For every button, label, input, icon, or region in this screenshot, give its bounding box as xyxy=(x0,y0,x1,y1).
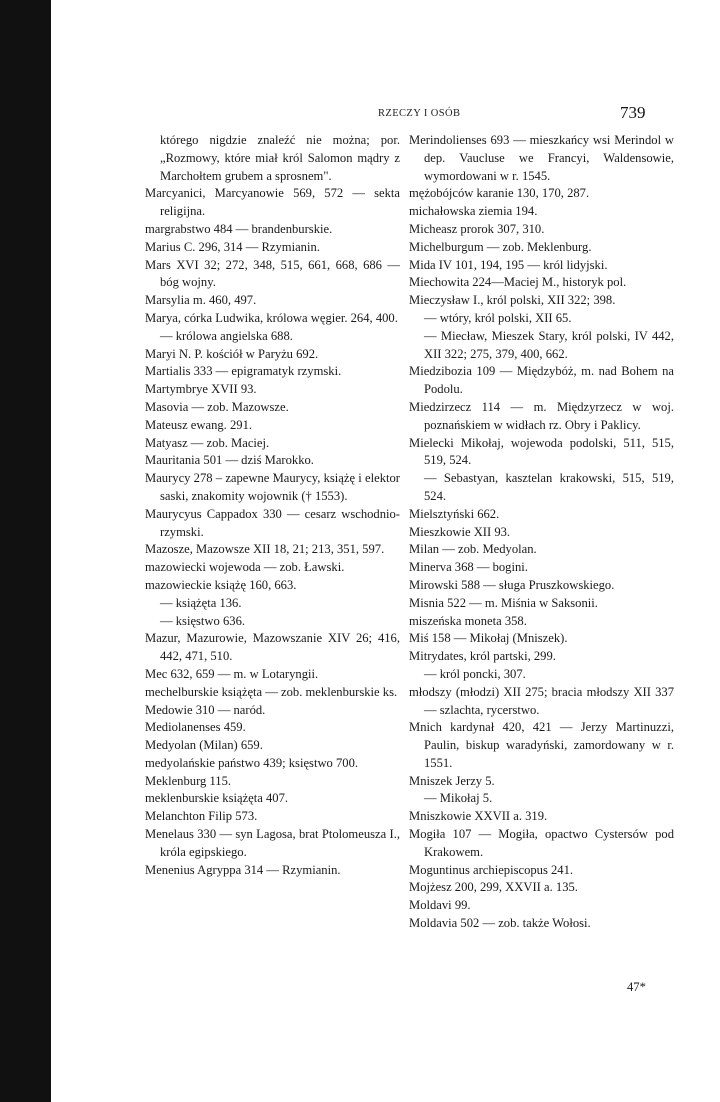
index-entry: — wtóry, król polski, XII 65. xyxy=(424,310,572,325)
index-entry: Medyolan (Milan) 659. xyxy=(145,738,263,753)
index-entry: którego nigdzie znaleźć nie można; por. „Rozmowy, które miał król Salomon mądry z Marchołtem grubem a sprosnem". xyxy=(160,133,400,183)
index-entry: Mauritania 501 — dziś Marokko. xyxy=(145,453,314,468)
index-column-right xyxy=(409,132,674,933)
index-entry: Mirowski 588 — sługa Pruszkowskiego. xyxy=(409,577,615,592)
index-entry: mazowiecki wojewoda — zob. Ławski. xyxy=(145,560,345,575)
index-entry: młodszy (młodzi) XII 275; bracia młodszy XII 337 — szlachta, rycerstwo. xyxy=(409,684,674,717)
index-entry: Moldavia 502 — zob. także Wołosi. xyxy=(409,916,591,931)
book-binding-edge xyxy=(0,0,51,1102)
index-entry: — królowa angielska 688. xyxy=(160,328,293,343)
index-entry: — Sebastyan, kasztelan krakowski, 515, 519, 524. xyxy=(424,471,674,503)
index-entry: Marya, córka Ludwika, królowa węgier. 264, 400. xyxy=(145,310,398,325)
index-column-left xyxy=(145,132,400,879)
index-entry: Michelburgum — zob. Meklenburg. xyxy=(409,239,592,254)
index-entry: Moguntinus archiepiscopus 241. xyxy=(409,862,574,877)
index-entry: Mediolanenses 459. xyxy=(145,720,246,735)
index-entry: Martymbrye XVII 93. xyxy=(145,382,257,397)
index-entry: Misnia 522 — m. Miśnia w Saksonii. xyxy=(409,595,598,610)
index-entry: michałowska ziemia 194. xyxy=(409,204,538,219)
index-entry: Minerva 368 — bogini. xyxy=(409,560,528,575)
index-entry: Mieczysław I., król polski, XII 322; 398. xyxy=(409,293,616,308)
index-entry: meklenburskie książęta 407. xyxy=(145,791,289,806)
index-entry: Menenius Agryppa 314 — Rzymianin. xyxy=(145,862,341,877)
index-entry: Miedzirzecz 114 — m. Międzyrzecz w woj. poznańskiem w widłach rz. Obry i Paklicy. xyxy=(409,399,674,432)
index-entry: Melanchton Filip 573. xyxy=(145,809,258,824)
signature-mark: 47* xyxy=(627,980,646,994)
index-entry: mechelburskie książęta — zob. meklenburskie ks. xyxy=(145,684,398,699)
index-entry: Menelaus 330 — syn Lagosa, brat Ptolomeusza I., króla egipskiego. xyxy=(145,827,400,859)
index-entry: medyolańskie państwo 439; księstwo 700. xyxy=(145,755,359,770)
index-entry: Mitrydates, król partski, 299. xyxy=(409,649,556,664)
index-entry: Mogiła 107 — Mogiła, opactwo Cystersów pod Krakowem. xyxy=(409,827,674,859)
index-entry: Miechowita 224—Maciej M., historyk pol. xyxy=(409,275,627,290)
index-entry: Mielsztyński 662. xyxy=(409,506,500,521)
index-entry: Maryi N. P. kościół w Paryżu 692. xyxy=(145,346,319,361)
index-entry: Miś 158 — Mikołaj (Mniszek). xyxy=(409,631,568,646)
index-entry: Maurycyus Cappadox 330 — cesarz wschodnio-rzymski. xyxy=(145,506,400,539)
index-entry: Mazur, Mazurowie, Mazowszanie XIV 26; 416, 442, 471, 510. xyxy=(145,631,400,664)
index-entry: Medowie 310 — naród. xyxy=(145,702,266,717)
index-entry: Miedzibozia 109 — Międzybóż, m. nad Bohem na Podolu. xyxy=(409,364,674,397)
index-entry: Mieszkowie XII 93. xyxy=(409,524,511,539)
index-entry: — księstwo 636. xyxy=(160,613,246,628)
index-entry: Micheasz prorok 307, 310. xyxy=(409,221,545,236)
index-entry: Mateusz ewang. 291. xyxy=(145,417,253,432)
index-entry: Mniszek Jerzy 5. xyxy=(409,773,495,788)
running-title: RZECZY I OSÓB xyxy=(378,108,461,119)
index-entry: — Miecław, Mieszek Stary, król polski, IV 442, XII 322; 275, 379, 400, 662. xyxy=(424,328,674,361)
index-entry: margrabstwo 484 — brandenburskie. xyxy=(145,221,333,236)
index-entry: Marsylia m. 460, 497. xyxy=(145,293,257,308)
index-entry: Mniszkowie XXVII a. 319. xyxy=(409,809,548,824)
index-entry: — książęta 136. xyxy=(160,595,242,610)
index-entry: Martialis 333 — epigramatyk rzymski. xyxy=(145,364,342,379)
index-entry: miszeńska moneta 358. xyxy=(409,613,527,628)
page-number: 739 xyxy=(620,103,646,122)
index-entry: mężobójców karanie 130, 170, 287. xyxy=(409,186,590,201)
index-entry: Masovia — zob. Mazowsze. xyxy=(145,399,289,414)
page-header xyxy=(0,103,720,126)
index-entry: Mida IV 101, 194, 195 — król lidyjski. xyxy=(409,257,608,272)
index-entry: Marcyanici, Marcyanowie 569, 572 — sekta religijna. xyxy=(145,186,400,219)
index-entry: Maurycy 278 – zapewne Maurycy, książę i elektor saski, znakomity wojownik († 1553). xyxy=(145,471,400,503)
index-entry: Matyasz — zob. Maciej. xyxy=(145,435,270,450)
index-entry: Mnich kardynał 420, 421 — Jerzy Martinuzzi, Paulin, biskup waradyński, zamordowany w r. 1551. xyxy=(409,720,674,770)
index-entry: Mazosze, Mazowsze XII 18, 21; 213, 351, 597. xyxy=(145,542,385,557)
index-entry: Milan — zob. Medyolan. xyxy=(409,542,537,557)
index-entry: Moldavi 99. xyxy=(409,898,471,913)
index-entry: — król poncki, 307. xyxy=(424,666,526,681)
index-entry: Mars XVI 32; 272, 348, 515, 661, 668, 686 — bóg wojny. xyxy=(145,257,400,290)
index-entry: Marius C. 296, 314 — Rzymianin. xyxy=(145,239,320,254)
index-entry: Mec 632, 659 — m. w Lotaryngii. xyxy=(145,666,319,681)
index-entry: mazowieckie książę 160, 663. xyxy=(145,577,297,592)
index-entry: Mielecki Mikołaj, wojewoda podolski, 511, 515, 519, 524. xyxy=(409,435,674,468)
index-entry: Merindolienses 693 — mieszkańcy wsi Merindol w dep. Vaucluse we Francyi, Waldensowie, wymordowani w r. 1545. xyxy=(409,133,674,183)
index-entry: — Mikołaj 5. xyxy=(424,791,493,806)
index-entry: Meklenburg 115. xyxy=(145,773,232,788)
index-entry: Mojżesz 200, 299, XXVII a. 135. xyxy=(409,880,578,895)
